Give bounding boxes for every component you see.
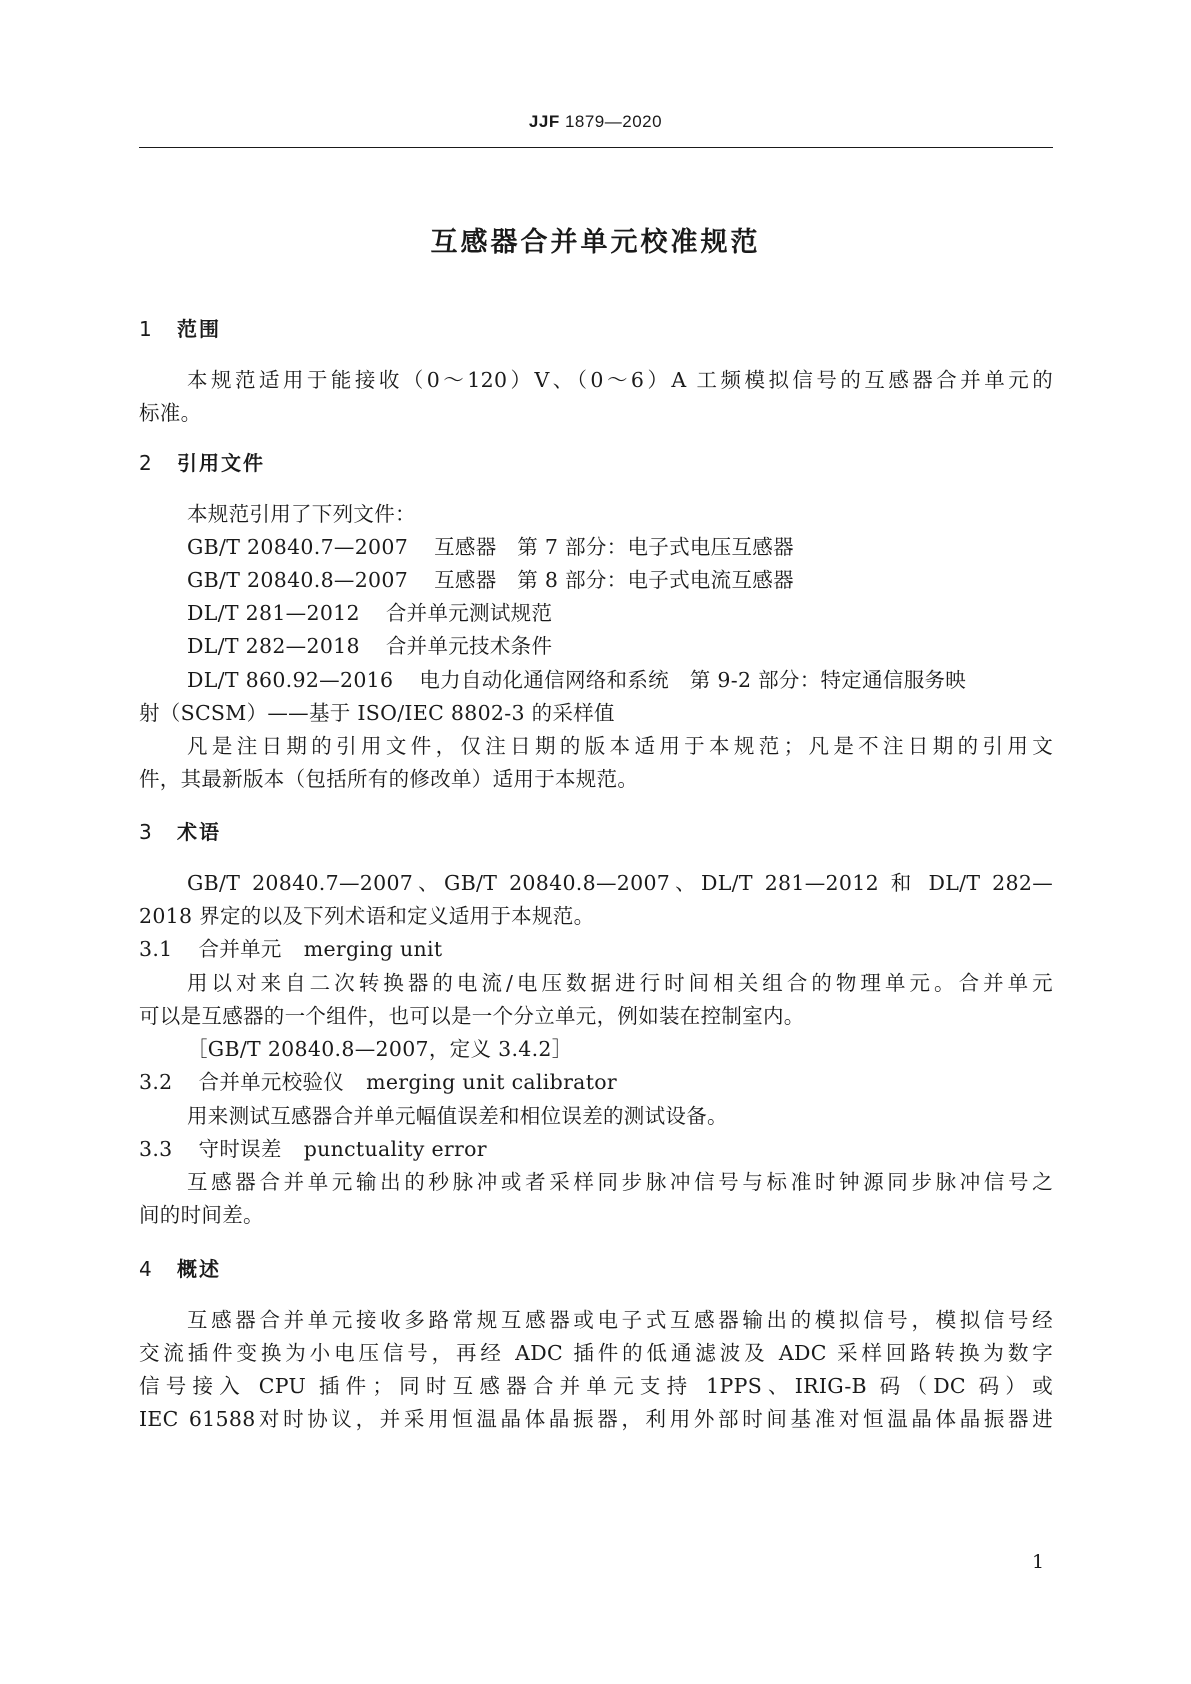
reference-item [187, 530, 1053, 560]
section-title: 术语 [177, 820, 221, 844]
paragraph-line: 互感器合并单元输出的秒脉冲或者采样同步脉冲信号与标准时钟源同步脉冲信号之 [187, 1170, 1053, 1194]
reference-code: DL/T 860.92—2016 [187, 668, 394, 692]
paragraph-line: 2018 界定的以及下列术语和定义适用于本规范。 [139, 904, 595, 928]
header-rule [139, 147, 1053, 148]
term-zh: 守时误差 [198, 1137, 282, 1161]
paragraph-line: 本规范适用于能接收（0～120）V、（0～6）A 工频模拟信号的互感器合并单元的 [187, 368, 1053, 392]
term-number: 3.2 [139, 1070, 173, 1094]
paragraph-line: IEC 61588对时协议，并采用恒温晶体晶振器，利用外部时间基准对恒温晶体晶振器进 [139, 1407, 1053, 1431]
reference-name: 合并单元测试规范 [385, 601, 553, 625]
paragraph-line: 交流插件变换为小电压信号，再经 ADC 插件的低通滤波及 ADC 采样回路转换为数字 [139, 1341, 1053, 1365]
reference-item [187, 629, 1053, 659]
section-number: 2 [139, 451, 154, 475]
section-number: 1 [139, 317, 154, 341]
term-heading [139, 1132, 1053, 1162]
section-title: 引用文件 [177, 451, 265, 475]
header-number: 1879—2020 [564, 112, 663, 131]
term-heading [139, 1065, 1053, 1095]
reference-code: DL/T 282—2018 [187, 634, 360, 658]
paragraph-line: 凡是注日期的引用文件，仅注日期的版本适用于本规范；凡是不注日期的引用文 [187, 734, 1053, 758]
term-source: ［GB/T 20840.8—2007，定义 3.4.2］ [187, 1037, 573, 1061]
term-number: 3.1 [139, 937, 173, 961]
reference-item [187, 563, 1053, 593]
term-zh: 合并单元 [198, 937, 282, 961]
term-zh: 合并单元校验仪 [198, 1070, 345, 1094]
paragraph-line: 可以是互感器的一个组件，也可以是一个分立单元，例如装在控制室内。 [139, 1004, 805, 1028]
paragraph-line: 用来测试互感器合并单元幅值误差和相位误差的测试设备。 [187, 1104, 728, 1128]
reference-name: 互感器 第 7 部分：电子式电压互感器 [434, 535, 794, 559]
paragraph-line: 标准。 [139, 401, 202, 425]
reference-code: DL/T 281—2012 [187, 601, 360, 625]
section-number: 4 [139, 1257, 154, 1281]
section-4-heading [139, 1253, 221, 1282]
reference-name: 电力自动化通信网络和系统 第 9-2 部分：特定通信服务映 [419, 668, 967, 692]
paragraph-line: 射（SCSM）——基于 ISO/IEC 8802-3 的采样值 [139, 701, 615, 725]
section-3-heading [139, 816, 221, 845]
reference-item [187, 596, 1053, 626]
section-2-heading [139, 447, 265, 476]
term-en: merging unit [303, 937, 443, 961]
paragraph-line: 本规范引用了下列文件： [187, 502, 416, 526]
page-number: 1 [1032, 1551, 1045, 1573]
reference-item [187, 663, 1053, 693]
term-heading [139, 932, 1053, 962]
paragraph-line: GB/T 20840.7—2007、GB/T 20840.8—2007、DL/T 281—2012 和 DL/T 282— [187, 871, 1053, 895]
paragraph-line: 用以对来自二次转换器的电流/电压数据进行时间相关组合的物理单元。合并单元 [187, 971, 1053, 995]
paragraph-line: 互感器合并单元接收多路常规互感器或电子式互感器输出的模拟信号，模拟信号经 [187, 1308, 1053, 1332]
term-en: punctuality error [303, 1137, 487, 1161]
term-en: merging unit calibrator [366, 1070, 617, 1094]
header-code: JJF [528, 112, 560, 131]
section-title: 范围 [177, 317, 221, 341]
section-number: 3 [139, 820, 154, 844]
reference-name: 互感器 第 8 部分：电子式电流互感器 [434, 568, 794, 592]
term-number: 3.3 [139, 1137, 173, 1161]
paragraph-line: 间的时间差。 [139, 1203, 264, 1227]
section-title: 概述 [177, 1257, 221, 1281]
reference-code: GB/T 20840.8—2007 [187, 568, 409, 592]
document-title: 互感器合并单元校准规范 [430, 227, 761, 258]
reference-code: GB/T 20840.7—2007 [187, 535, 409, 559]
section-1-heading [139, 313, 221, 342]
paragraph-line: 信号接入 CPU 插件；同时互感器合并单元支持 1PPS、IRIG-B 码（DC 码）或 [139, 1374, 1053, 1398]
paragraph-line: 件，其最新版本（包括所有的修改单）适用于本规范。 [139, 767, 639, 791]
page-header [0, 112, 1191, 132]
reference-name: 合并单元技术条件 [385, 634, 553, 658]
